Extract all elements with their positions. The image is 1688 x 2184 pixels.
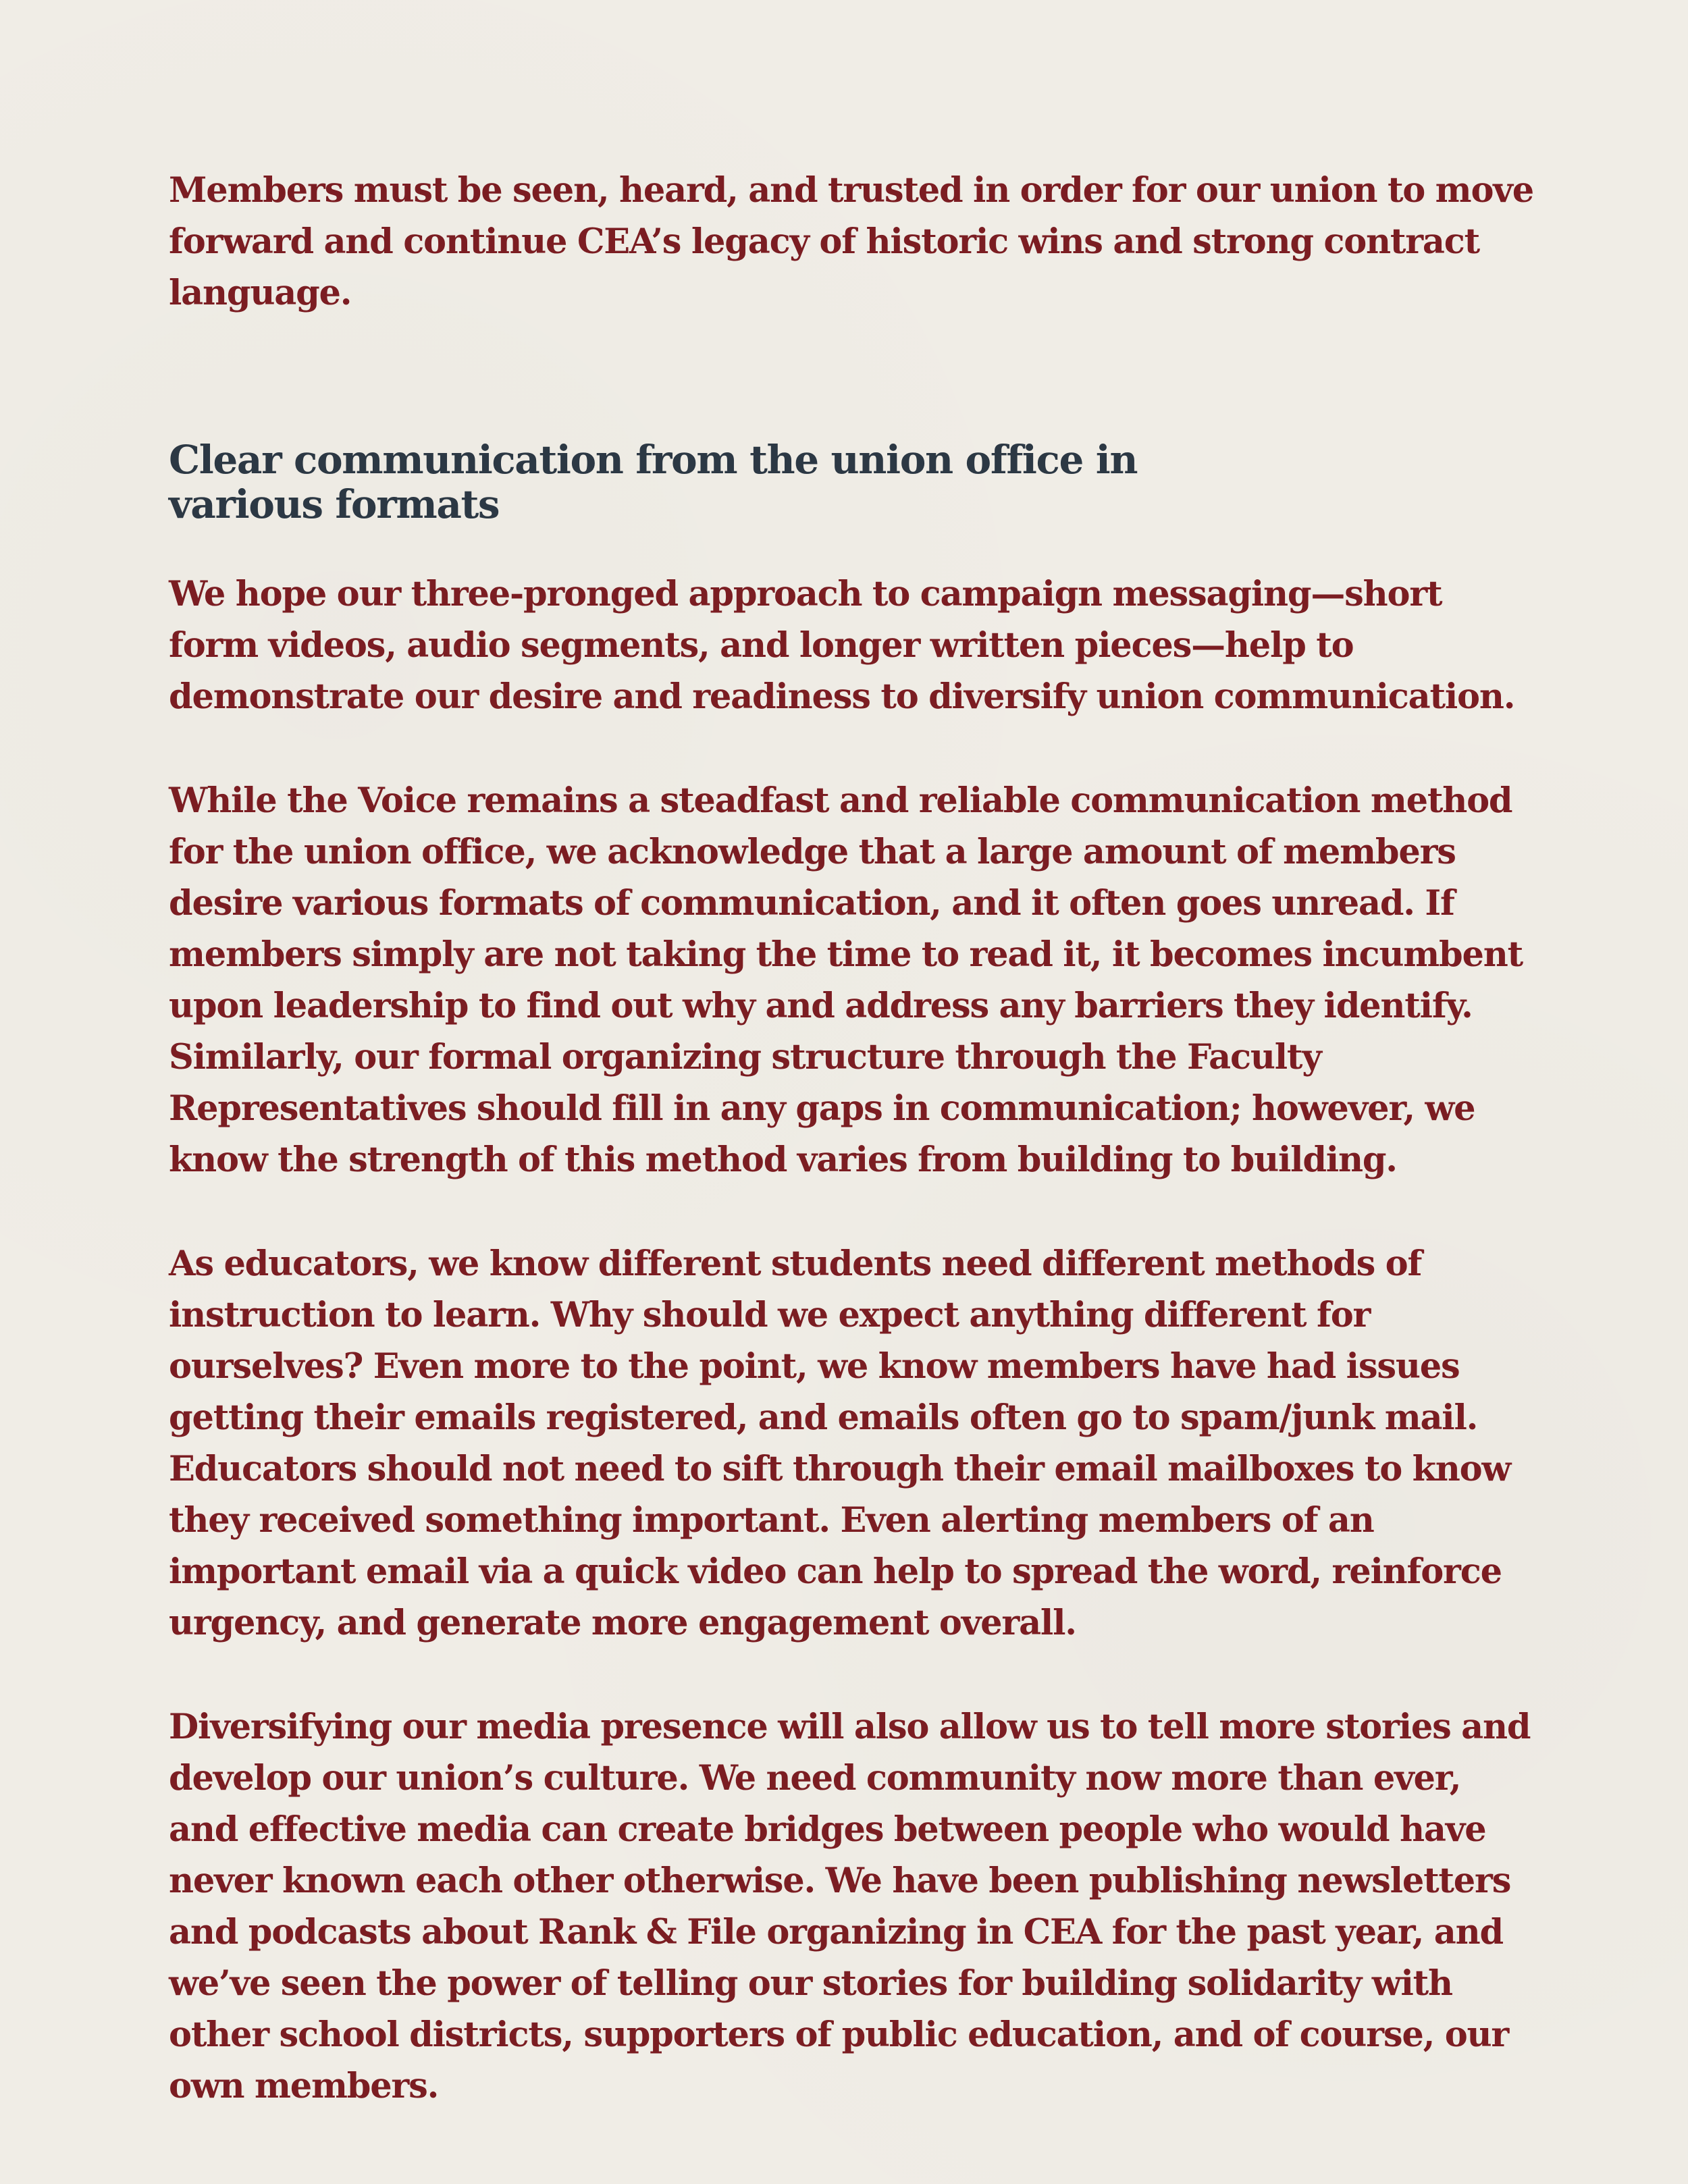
body-paragraph: We hope our three-pronged approach to campaign messaging—short form videos, audio segments, and longer written pieces—help to demonstrate our desire and readiness to diversify union communication. [169, 574, 1515, 717]
body-paragraph: Diversifying our media presence will also allow us to tell more stories and develop our union’s culture. We need community now more than ever, and effective media can create bridges between people who would have never known each other otherwise. We have been publishing newsletters and podcasts about Rank & File organizing in CEA for the past year, and we’ve seen the power of telling our stories for building solidarity with other school districts, supporters of public education, and of course, our own members. [169, 1707, 1531, 2106]
body-paragraph: As educators, we know different students need different methods of instruction to learn. Why should we expect anything different for ourselves? Even more to the point, we know members have had issues getting their emails registered, and emails often go to spam/junk mail. Educators should not need to sift through their email mailboxes to know they received something important. Even alerting members of an important email via a quick video can help to spread the word, reinforce urgency, and generate more engagement overall. [169, 1244, 1511, 1643]
document-content [169, 165, 1539, 2112]
section-heading: Clear communication from the union office in various formats [169, 437, 1138, 527]
communication-section [169, 437, 1539, 2112]
body-paragraph: While the Voice remains a steadfast and reliable communication method for the union office, we acknowledge that a large amount of members desire various formats of communication, and it often goes unread. If members simply are not taking the time to read it, it becomes incumbent upon leadership to find out why and address any barriers they identify. Similarly, our formal organizing structure through the Faculty Representatives should fill in any gaps in communication; however, we know the strength of this method varies from building to building. [169, 780, 1523, 1180]
intro-paragraph: Members must be seen, heard, and trusted in order for our union to move forward and continue CEA’s legacy of historic wins and strong contract language. [169, 170, 1533, 313]
